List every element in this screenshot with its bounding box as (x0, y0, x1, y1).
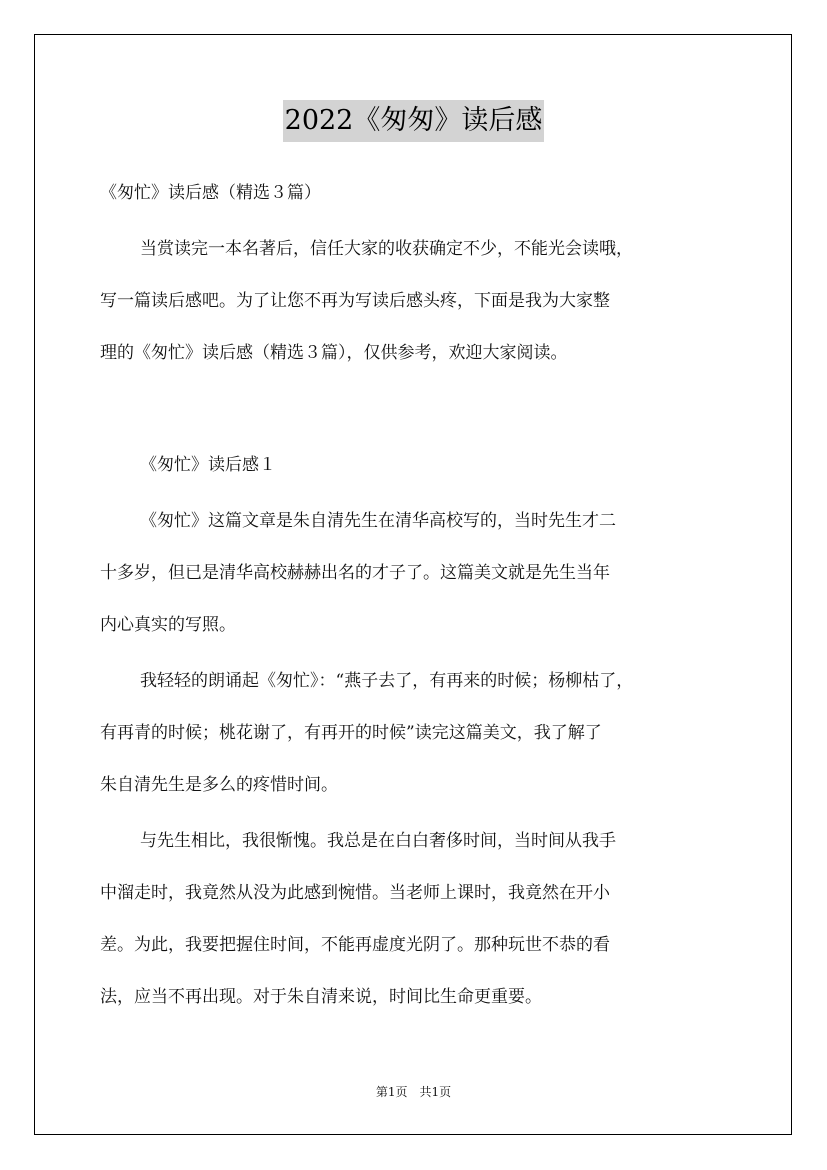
paragraph-line: 朱自清先生是多么的疼惜时间。 (100, 775, 338, 795)
intro-line: 当赏读完一本名著后，信任大家的收获确定不少，不能光会读哦， (140, 239, 633, 259)
intro-line: 理的《匆忙》读后感（精选３篇），仅供参考，欢迎大家阅读。 (100, 343, 568, 363)
section-heading: 《匆忙》读后感１ (140, 455, 276, 475)
paragraph-line: 内心真实的写照。 (100, 615, 236, 635)
paragraph-line: 差。为此，我要把握住时间，不能再虚度光阴了。那种玩世不恭的看 (100, 935, 610, 955)
paragraph-line: 与先生相比，我很惭愧。我总是在白白奢侈时间，当时间从我手 (140, 831, 616, 851)
paragraph-line: 有再青的时候；桃花谢了，有再开的时候”读完这篇美文，我了解了 (100, 723, 602, 743)
subtitle: 《匆忙》读后感（精选３篇） (100, 183, 321, 203)
paragraph-line: 十多岁，但已是清华高校赫赫出名的才子了。这篇美文就是先生当年 (100, 563, 610, 583)
document-title: 2022《匆匆》读后感 (283, 100, 545, 142)
paragraph-line: 法，应当不再出现。对于朱自清来说，时间比生命更重要。 (100, 987, 542, 1007)
title-container (0, 100, 827, 142)
paragraph-line: 中溜走时，我竟然从没为此感到惋惜。当老师上课时，我竟然在开小 (100, 883, 610, 903)
paragraph-line: 《匆忙》这篇文章是朱自清先生在清华高校写的，当时先生才二 (140, 511, 616, 531)
intro-line: 写一篇读后感吧。为了让您不再为写读后感头疼，下面是我为大家整 (100, 291, 610, 311)
page-number: 第1页 共1页 (375, 1085, 452, 1099)
paragraph-line: 我轻轻的朗诵起《匆忙》：“燕子去了，有再来的时候；杨柳枯了， (140, 671, 634, 691)
